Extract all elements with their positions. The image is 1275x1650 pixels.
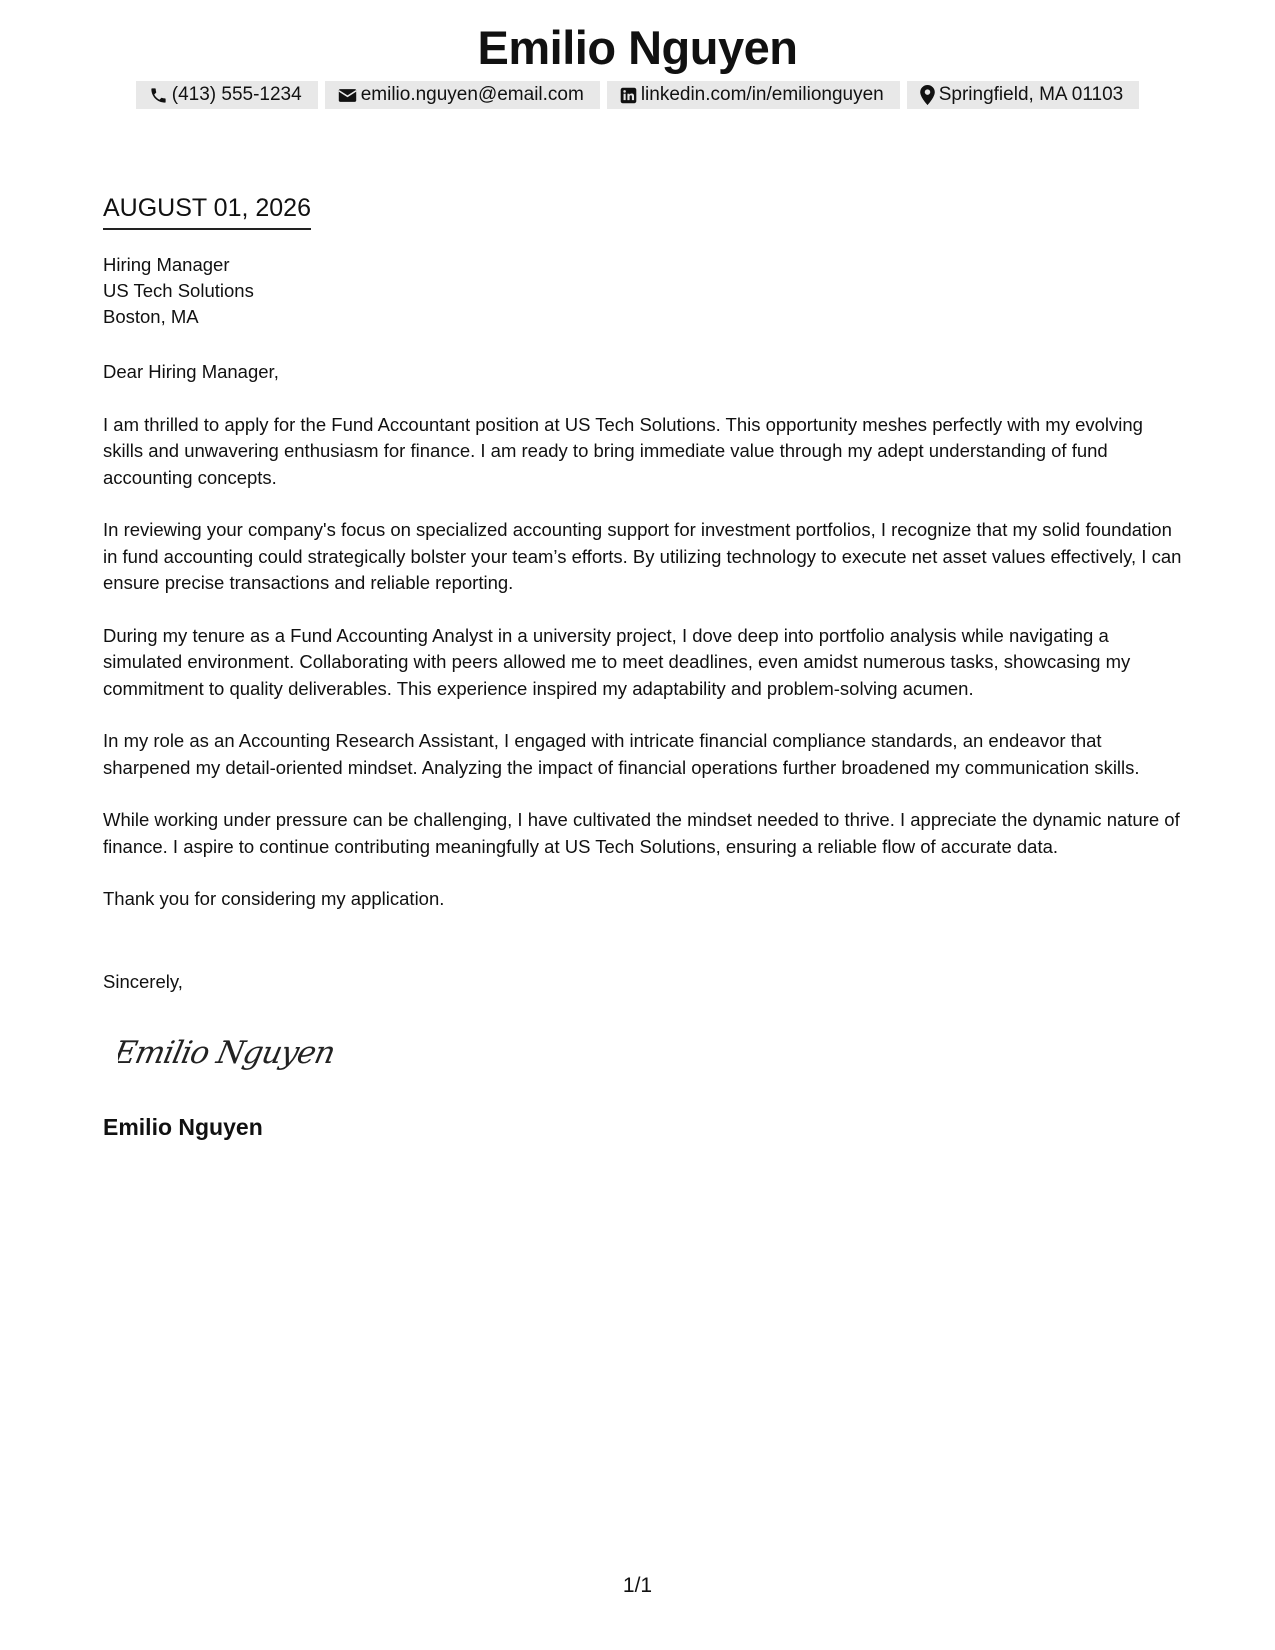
contact-bar [0,81,1275,109]
signature-image [118,1025,348,1080]
contact-phone[interactable] [136,81,318,109]
body-paragraph: While working under pressure can be challenging, I have cultivated the mindset needed to thrive. I appreciate the dynamic nature of finance. I aspire to continue contributing meaningfully at US Tech Solutions, ensuring a reliable flow of accurate data. [103,809,1180,857]
letter-date: AUGUST 01, 2026 [103,192,311,230]
contact-linkedin[interactable] [607,81,900,109]
linkedin-icon [620,87,637,104]
contact-email-text: emilio.nguyen@email.com [360,84,584,105]
signer-name: Emilio Nguyen [103,1114,263,1140]
contact-linkedin-text: linkedin.com/in/emilionguyen [640,84,884,105]
recipient-location: Boston, MA [103,306,199,327]
page-number: 1/1 [622,1574,653,1597]
body-paragraph: In reviewing your company's focus on specialized accounting support for investment portfolios, I recognize that my solid foundation in fund accounting could strategically bolster your team’s efforts. By utilizing technology to execute net asset values effectively, I can ensure precise transactions and reliable reporting. [103,519,1182,593]
closing: Sincerely, [103,971,183,992]
body-paragraph: During my tenure as a Fund Accounting Analyst in a university project, I dove deep into portfolio analysis while navigating a simulated environment. Collaborating with peers allowed me to meet deadlines, even amidst numerous tasks, showcasing my commitment to quality deliverables. This experience inspired my adaptability and problem-solving acumen. [103,624,1131,699]
contact-email[interactable] [325,81,600,109]
body-paragraph: In my role as an Accounting Research Assistant, I engaged with intricate financial compliance standards, an endeavor that sharpened my detail-oriented mindset. Analyzing the impact of financial operations further broadened my communication skills. [103,730,1140,778]
thank-you-line: Thank you for considering my application. [103,888,445,909]
phone-icon [149,86,168,105]
recipient-title: Hiring Manager [103,254,230,275]
applicant-name: Emilio Nguyen [477,21,798,74]
signature-text: Emilio Nguyen [118,1035,338,1071]
contact-location[interactable] [907,81,1140,109]
body-paragraph: I am thrilled to apply for the Fund Accountant position at US Tech Solutions. This opportunity meshes perfectly with my evolving skills and unwavering enthusiasm for finance. I am ready to bring immediate value through my adept understanding of fund accounting concepts. [103,413,1143,488]
envelope-icon [338,87,357,104]
letter-body [103,359,1183,939]
map-pin-icon [920,85,935,105]
contact-phone-text: (413) 555-1234 [171,84,302,105]
recipient-block [103,252,254,330]
contact-location-text: Springfield, MA 01103 [938,84,1124,105]
salutation: Dear Hiring Manager, [103,361,279,382]
recipient-company: US Tech Solutions [103,280,254,301]
